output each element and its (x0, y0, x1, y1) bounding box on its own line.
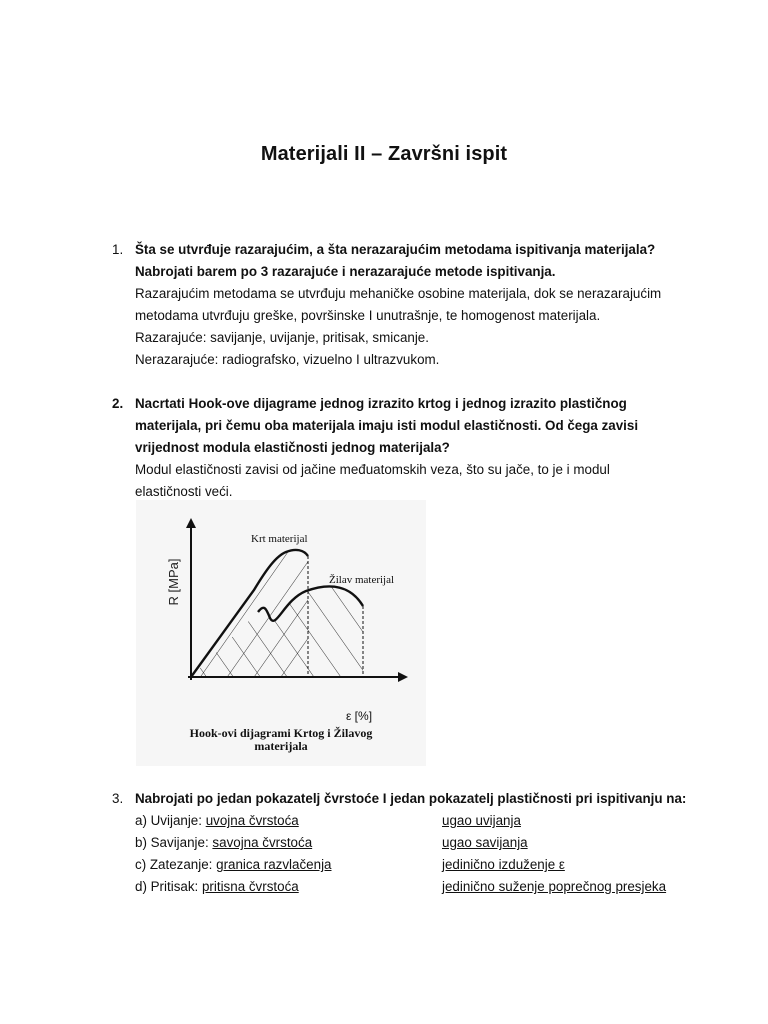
answer-text: Razarajuće: savijanje, uvijanje, pritisak, smicanje. (135, 330, 429, 345)
answer-text: Razarajućim metodama se utvrđuju mehaničke osobine materijala, dok se nerazarajućim (135, 286, 662, 301)
question-text: Nabrojati po jedan pokazatelj čvrstoće I jedan pokazatelj plastičnosti pri ispitivanju na: (135, 791, 687, 806)
figure-caption-line2: materijala (254, 739, 308, 753)
plasticity-indicator: jedinično izduženje ε (442, 857, 565, 872)
row-label: d) Pritisak: (135, 879, 202, 894)
x-axis-label: ε [%] (346, 709, 373, 723)
row-label: c) Zatezanje: (135, 857, 217, 872)
strength-indicator: uvojna čvrstoća (205, 813, 299, 828)
question-1 (112, 239, 692, 371)
answer-row (135, 832, 692, 854)
answer-row (135, 876, 692, 898)
answer-text: elastičnosti veći. (135, 484, 233, 499)
answer-text: Modul elastičnosti zavisi od jačine međuatomskih veza, što su jače, to je i modul (135, 462, 610, 477)
figure-caption-line1: Hook-ovi dijagrami Krtog i Žilavog (189, 726, 373, 740)
answer-row (135, 854, 692, 876)
answer-text: metodama utvrđuju greške, površinske I unutrašnje, te homogenost materijala. (135, 308, 601, 323)
strength-indicator: pritisna čvrstoća (201, 879, 299, 894)
brittle-curve-label: Krt materijal (251, 533, 308, 545)
y-axis-label: R [MPa] (166, 558, 181, 606)
question-text: vrijednost modula elastičnosti jednog materijala? (135, 440, 450, 455)
answer-row (135, 810, 692, 832)
strength-indicator: savojna čvrstoća (212, 835, 313, 850)
question-text: Šta se utvrđuje razarajućim, a šta nerazarajućim metodama ispitivanja materijala? (135, 242, 656, 257)
brittle-area-hatch (191, 550, 308, 677)
question-number: 2. (112, 396, 124, 411)
question-text: materijala, pri čemu oba materijala imaju isti modul elastičnosti. Od čega zavisi (135, 418, 639, 433)
ductile-curve-label: Žilav materijal (329, 574, 395, 586)
hook-diagram-figure (136, 500, 426, 766)
row-label: a) Uvijanje: (135, 813, 206, 828)
x-axis-arrow (398, 672, 408, 682)
question-number: 1. (112, 242, 124, 257)
plasticity-indicator: ugao savijanja (442, 835, 528, 850)
hook-diagram-svg (136, 500, 426, 766)
question-text: Nabrojati barem po 3 razarajuće i nerazarajuće metode ispitivanja. (135, 264, 556, 279)
row-label: b) Savijanje: (135, 835, 213, 850)
y-axis-arrow (186, 518, 196, 528)
strength-indicator: granica razvlačenja (216, 857, 332, 872)
answer-text: Nerazarajuće: radiografsko, vizuelno I ultrazvukom. (135, 352, 440, 367)
question-number: 3. (112, 791, 124, 806)
question-text: Nacrtati Hook-ove dijagrame jednog izrazito krtog i jednog izrazito plastičnog (135, 396, 627, 411)
question-2 (112, 393, 692, 503)
plasticity-indicator: ugao uvijanja (442, 813, 521, 828)
page-title: Materijali II – Završni ispit (260, 143, 508, 165)
question-3 (112, 788, 692, 898)
plasticity-indicator: jedinično suženje poprečnog presjeka (442, 879, 667, 894)
